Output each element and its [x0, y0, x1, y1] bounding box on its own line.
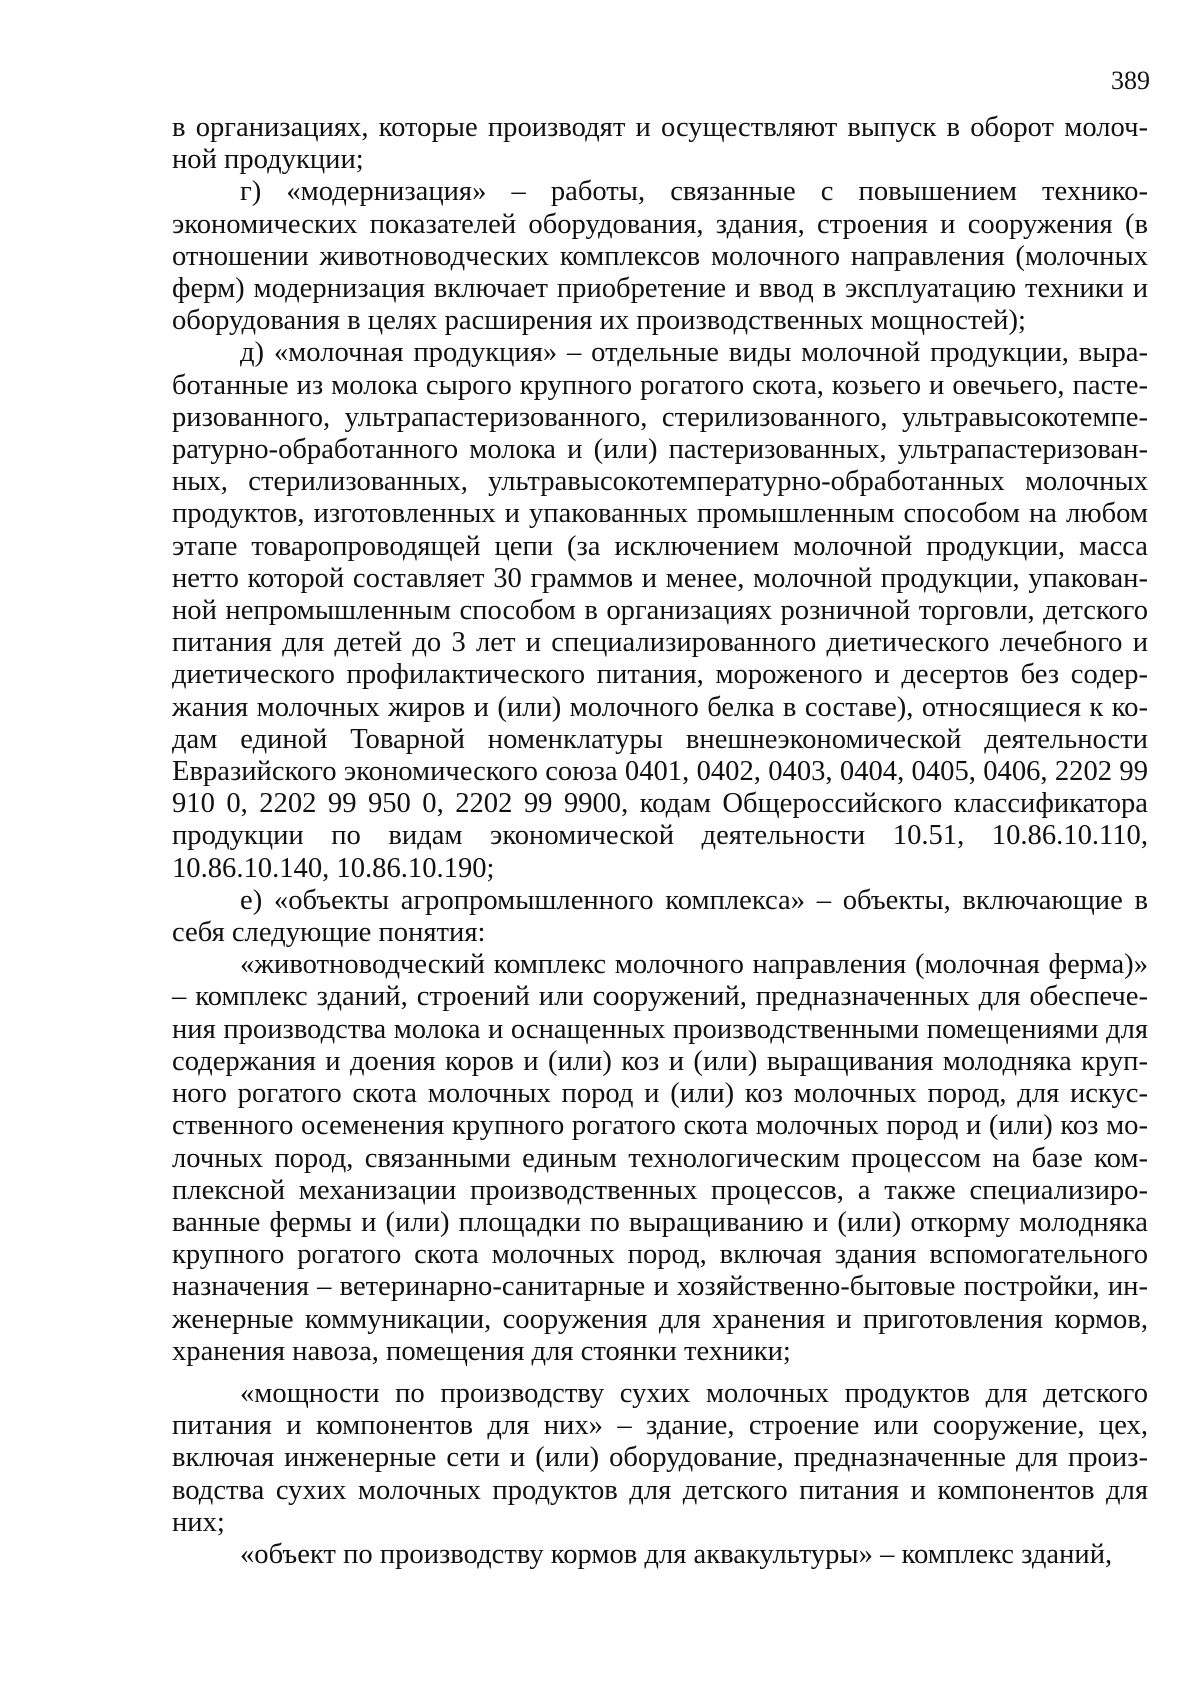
paragraph-livestock-complex: «животноводческий комплекс молочного направления (молочная ферма)» – комплекс зданий, строений или сооружений, предназначенных для обеспечения производства молока и оснащенных производственными помещениями для содержания и доения коров и (или) коз и (или) выращивания молодняка крупного рогатого скота молочных пород и (или) коз молочных пород, для искусственного осеменения крупного рогатого скота молочных пород и (или) коз молочных пород, связанными единым технологическим процессом на базе комплексной механизации производственных процессов, а также специализированные фермы и (или) площадки по выращиванию и (или) откорму молодняка крупного рогатого скота молочных пород, включая здания вспомогательного назначения – ветеринарно-санитарные и хозяйственно-бытовые постройки, инженерные коммуникации, сооружения для хранения и приготовления кормов, хранения навоза, помещения для стоянки техники; — [172, 949, 1148, 1367]
paragraph-dry-dairy-capacity: «мощности по производству сухих молочных продуктов для детского питания и компонентов для них» – здание, строение или сооружение, цех, включая инженерные сети и (или) оборудование, предназначенные для производства сухих молочных продуктов для детского питания и компонентов для них; — [172, 1377, 1148, 1538]
paragraph-dairy-products: д) «молочная продукция» – отдельные виды молочной продукции, выработанные из молока сырого крупного рогатого скота, козьего и овечьего, пастеризованного, ультрапастеризованного, стерилизованного, ультравысокотемпературно-обработанного молока и (или) пастеризованных, ультрапастеризованных, стерилизованных, ультравысокотемпературно-обработанных молочных продуктов, изготовленных и упакованных промышленным способом на любом этапе товаропроводящей цепи (за исключением молочной продукции, масса нетто которой составляет 30 граммов и менее, молочной продукции, упакованной непромышленным способом в организациях розничной торговли, детского питания для детей до 3 лет и специализированного диетического лечебного и диетического профилактического питания, мороженого и десертов без содержания молочных жиров и (или) молочного белка в составе), относящиеся к кодам единой Товарной номенклатуры внешнеэкономической деятельности Евразийского экономического союза 0401, 0402, 0403, 0404, 0405, 0406, 2202 99 910 0, 2202 99 950 0, 2202 99 9900, кодам Общероссийского классификатора продукции по видам экономической деятельности 10.51, 10.86.10.110, 10.86.10.140, 10.86.10.190; — [172, 337, 1148, 884]
page-number: 389 — [1111, 66, 1150, 95]
body-text — [172, 112, 1148, 1571]
paragraph-continuation: в организациях, которые производят и осуществляют выпуск в оборот молочной продукции; — [172, 112, 1148, 176]
paragraph-aquaculture-feed: «объект по производству кормов для аквакультуры» – комплекс зданий, — [240, 1538, 1113, 1570]
paragraph-agro-objects: е) «объекты агропромышленного комплекса» – объекты, включающие в себя следующие понятия: — [172, 884, 1148, 949]
paragraph-modernization: г) «модернизация» – работы, связанные с повышением технико-экономических показателей оборудования, здания, строения и сооружения (в отношении животноводческих комплексов молочного направления (молочных ферм) модернизация включает приобретение и ввод в эксплуатацию техники и оборудования в целях расширения их производственных мощностей); — [172, 176, 1148, 337]
